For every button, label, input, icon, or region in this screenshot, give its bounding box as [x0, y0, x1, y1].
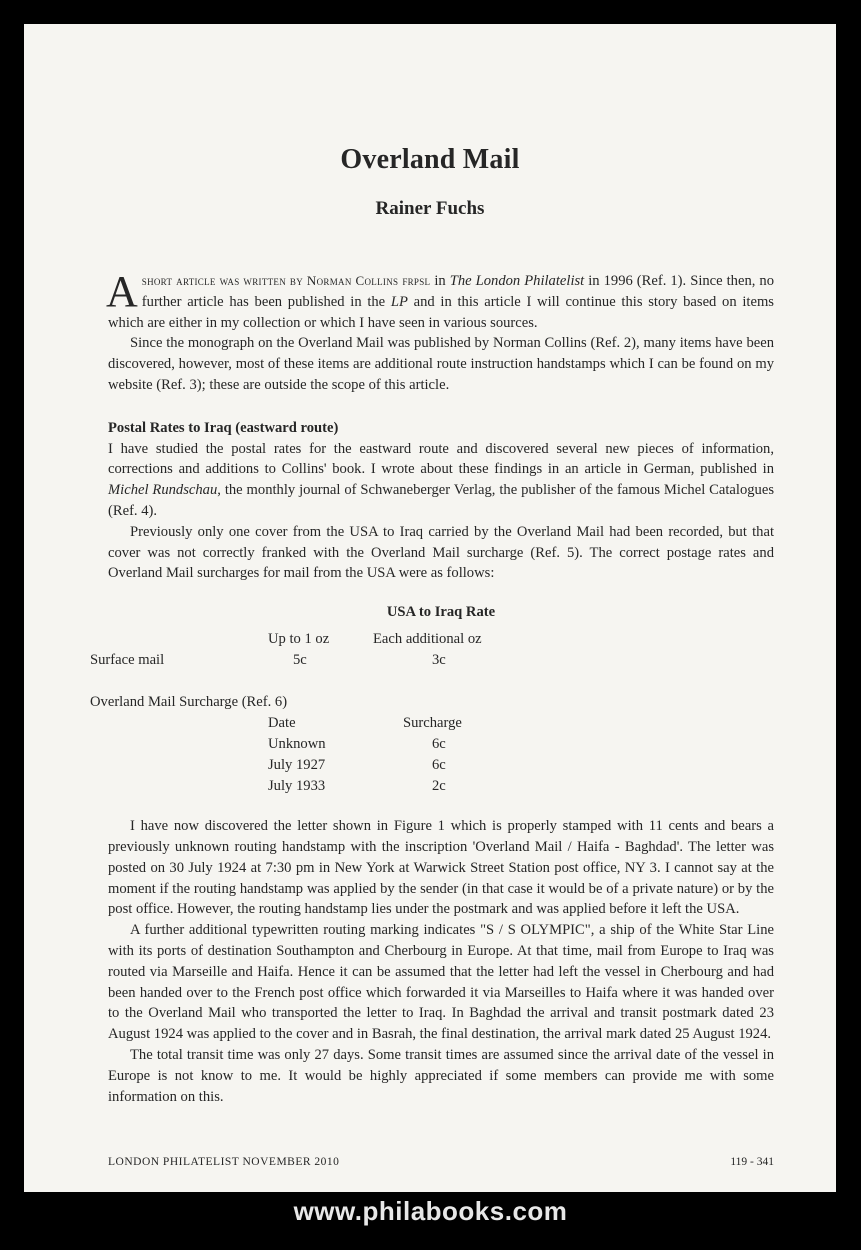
drop-cap: A: [106, 267, 138, 316]
paragraph-3: [108, 439, 774, 522]
article-title: Overland Mail: [340, 144, 520, 175]
surcharge-date: Unknown: [268, 736, 326, 753]
paragraph-7: The total transit time was only 27 days. Some transit times are assumed since the arrival date of the vessel in Europe is not know to me. It would be highly appreciated if some members can provide me with some information on this.: [108, 1046, 774, 1105]
footer-journal: LONDON PHILATELIST NOVEMBER 2010: [108, 1156, 340, 1168]
rate-table-title: USA to Iraq Rate: [386, 604, 496, 621]
intro-paragraph: [106, 267, 775, 333]
section-subheading: Postal Rates to Iraq (eastward route): [108, 419, 339, 436]
para3-part-a: I have studied the postal rates for the eastward route and discovered several new pieces of information, corrections and additions to Collins' book. I wrote about these findings in an article in German, published in: [108, 440, 774, 478]
intro-journal: The London Philatelist: [449, 273, 585, 289]
intro-honorific: frpsl: [402, 273, 431, 288]
surcharge-col-date: Date: [268, 715, 296, 732]
surcharge-date: July 1933: [268, 778, 326, 795]
paragraph-2: Since the monograph on the Overland Mail was published by Norman Collins (Ref. 2), many items have been discovered, however, most of these items are additional route instruction handstamps which I can be found on my website (Ref. 3); these are outside the scope of this article.: [108, 335, 774, 393]
rate-row-label: Surface mail: [90, 652, 165, 669]
document-page: [24, 24, 836, 1192]
paragraph-6: A further additional typewritten routing marking indicates "S / S OLYMPIC", a ship of the White Star Line with its ports of destination Southampton and Cherbourg in Europe. At that time, mail from Europe to Iraq was routed via Marseille and Haifa. Hence it can be assumed that the letter had left the vessel in Cherbourg and had been handed over to the French post office which forwarded it via Marseilles to Haifa where it was handed over to the Overland Mail who transported the letter to Iraq. In Baghdad the arrival and transit postmark dated 23 August 1924 was applied to the cover and in Basrah, the final destination, the arrival mark dated 25 August 1924.: [108, 922, 774, 1043]
rate-col-up-to-1oz: Up to 1 oz: [268, 631, 330, 648]
surcharge-col-value: Surcharge: [403, 715, 462, 732]
watermark-url: www.philabooks.com: [293, 1196, 568, 1226]
para3-part-b: , the monthly journal of Schwaneberger Verlag, the publisher of the famous Michel Catalogues (Ref. 4).: [108, 482, 774, 519]
rate-tables: [90, 602, 774, 798]
intro-in: in: [434, 273, 446, 289]
paragraph-4: Previously only one cover from the USA to Iraq carried by the Overland Mail had been recorded, but that cover was not correctly franked with the Overland Mail surcharge (Ref. 5). The correct postage rates and Overland Mail surcharges for mail from the USA were as follows:: [108, 523, 774, 582]
intro-rest2: and in this article I will continue this story based on items which are either in my collection or which I have seen in various sources.: [108, 293, 774, 331]
rate-value-2: 3c: [432, 652, 446, 669]
surcharge-table-title: Overland Mail Surcharge (Ref. 6): [90, 694, 288, 711]
surcharge-value: 6c: [432, 736, 446, 753]
article-body: [90, 267, 775, 1107]
intro-smallcaps: short article was written by Norman Collins: [141, 273, 399, 288]
paragraph-5: I have now discovered the letter shown in Figure 1 which is properly stamped with 11 cents and bears a previously unknown routing handstamp with the inscription 'Overland Mail / Haifa - Baghdad'. The letter was posted on 30 July 1924 at 7:30 pm in New York at Warwick Street Station post office, NY 3. I cannot say at the moment if the routing handstamp was applied by the sender (in that case it would be of a private nature) or by the post office. However, the routing handstamp lies under the postmark and was applied before it left the USA.: [108, 818, 774, 918]
surcharge-date: July 1927: [268, 757, 326, 774]
surcharge-value: 2c: [432, 778, 446, 795]
article-author: Rainer Fuchs: [375, 198, 485, 219]
intro-rest1: in 1996 (Ref. 1). Since then, no further article has been published in the: [141, 273, 775, 310]
rate-value-1: 5c: [293, 652, 307, 669]
para3-journal: Michel Rundschau: [108, 482, 218, 499]
footer-page-number: 119 - 341: [730, 1156, 774, 1168]
surcharge-value: 6c: [432, 757, 446, 774]
intro-lp: LP: [390, 293, 408, 310]
rate-col-additional: Each additional oz: [373, 631, 482, 648]
